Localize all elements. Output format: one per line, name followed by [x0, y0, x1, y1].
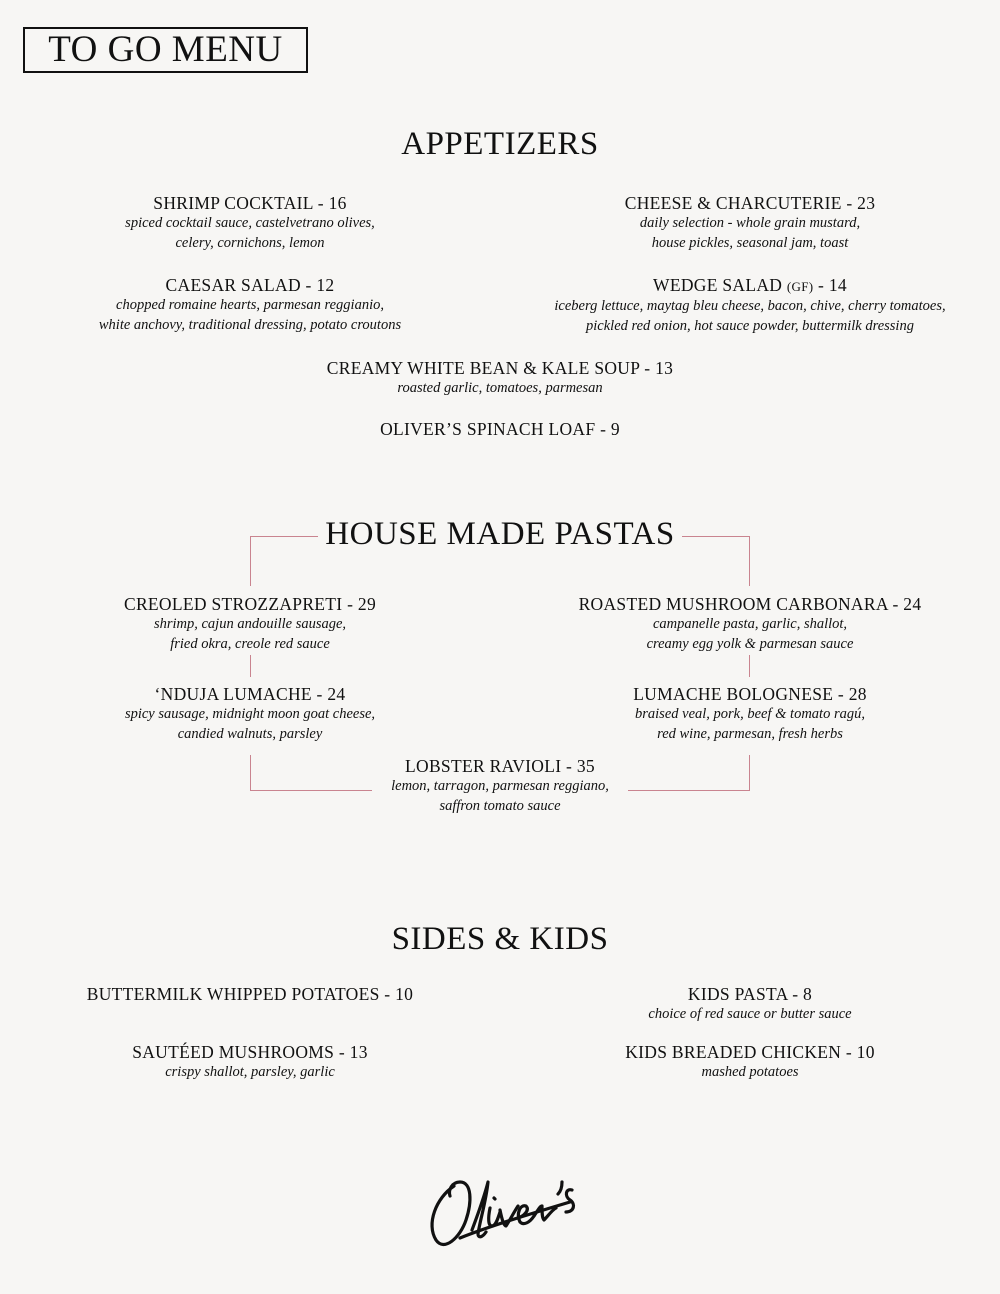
item-desc: choice of red sauce or butter sauce: [648, 1006, 852, 1022]
frame-line: [250, 655, 251, 677]
menu-item-mushroom-carbonara: [540, 594, 960, 654]
menu-item-nduja-lumache: [50, 684, 450, 744]
item-desc: chopped romaine hearts, parmesan reggianio,: [116, 297, 384, 313]
item-desc: pickled red onion, hot sauce powder, buttermilk dressing: [586, 317, 914, 334]
item-name: ROASTED MUSHROOM CARBONARA - 24: [578, 594, 922, 614]
item-name: KIDS PASTA - 8: [687, 984, 813, 1004]
item-name: LOBSTER RAVIOLI - 35: [405, 756, 595, 776]
item-desc: red wine, parmesan, fresh herbs: [657, 725, 843, 742]
menu-item-lobster-ravioli: [250, 756, 750, 816]
item-desc: crispy shallot, parsley, garlic: [165, 1064, 335, 1080]
menu-item-white-bean-soup: [250, 358, 750, 399]
item-name: ‘NDUJA LUMACHE - 24: [154, 684, 346, 704]
item-name-text: WEDGE SALAD: [653, 275, 787, 295]
item-desc: shrimp, cajun andouille sausage,: [153, 616, 347, 632]
item-name: KIDS BREADED CHICKEN - 10: [625, 1042, 875, 1062]
item-desc: house pickles, seasonal jam, toast: [651, 234, 849, 251]
item-desc: spicy sausage, midnight moon goat cheese,: [124, 706, 376, 722]
item-desc: mashed potatoes: [701, 1064, 799, 1080]
menu-item-lumache-bolognese: [540, 684, 960, 744]
menu-item-wedge-salad: [540, 275, 960, 336]
item-name: CAESAR SALAD - 12: [165, 275, 335, 295]
item-name: SAUTÉED MUSHROOMS - 13: [132, 1042, 368, 1062]
gluten-free-tag: (GF): [786, 279, 814, 294]
item-desc: daily selection - whole grain mustard,: [639, 215, 861, 231]
item-desc: lemon, tarragon, parmesan reggiano,: [391, 778, 609, 794]
page-title: TO GO MENU: [23, 27, 308, 73]
frame-line: [749, 655, 750, 677]
sides-heading: SIDES & KIDS: [391, 921, 609, 957]
item-desc: braised veal, pork, beef & tomato ragú,: [635, 706, 865, 722]
menu-item-shrimp-cocktail: [50, 193, 450, 253]
menu-item-spinach-loaf: [250, 419, 750, 440]
item-desc: white anchovy, traditional dressing, potato croutons: [98, 316, 402, 333]
item-name: [540, 275, 960, 297]
item-desc: celery, cornichons, lemon: [175, 234, 325, 251]
item-name: CREOLED STROZZAPRETI - 29: [123, 594, 376, 614]
appetizers-heading: APPETIZERS: [401, 126, 599, 162]
item-desc: campanelle pasta, garlic, shallot,: [652, 616, 848, 632]
item-price: - 14: [813, 275, 847, 295]
olivers-logo: [420, 1168, 590, 1258]
item-desc: iceberg lettuce, maytag bleu cheese, bacon, chive, cherry tomatoes,: [554, 298, 946, 314]
item-name: SHRIMP COCKTAIL - 16: [153, 193, 347, 213]
item-desc: fried okra, creole red sauce: [170, 635, 330, 652]
item-name: OLIVER’S SPINACH LOAF - 9: [380, 419, 620, 439]
item-name: LUMACHE BOLOGNESE - 28: [633, 684, 867, 704]
item-name: BUTTERMILK WHIPPED POTATOES - 10: [86, 984, 414, 1004]
item-desc: roasted garlic, tomatoes, parmesan: [397, 380, 603, 396]
menu-item-whipped-potatoes: [50, 984, 450, 1005]
menu-item-creoled-strozzapreti: [50, 594, 450, 654]
menu-item-kids-pasta: [540, 984, 960, 1025]
menu-item-caesar-salad: [50, 275, 450, 335]
pastas-heading: HOUSE MADE PASTAS: [325, 516, 675, 552]
item-desc: spiced cocktail sauce, castelvetrano olives,: [125, 215, 375, 231]
menu-item-kids-breaded-chicken: [540, 1042, 960, 1083]
item-desc: creamy egg yolk & parmesan sauce: [646, 635, 854, 652]
item-name: CHEESE & CHARCUTERIE - 23: [624, 193, 876, 213]
item-desc: candied walnuts, parsley: [177, 725, 323, 742]
menu-item-sauteed-mushrooms: [50, 1042, 450, 1083]
item-name: CREAMY WHITE BEAN & KALE SOUP - 13: [326, 358, 674, 378]
menu-item-cheese-charcuterie: [540, 193, 960, 253]
item-desc: saffron tomato sauce: [439, 797, 561, 814]
